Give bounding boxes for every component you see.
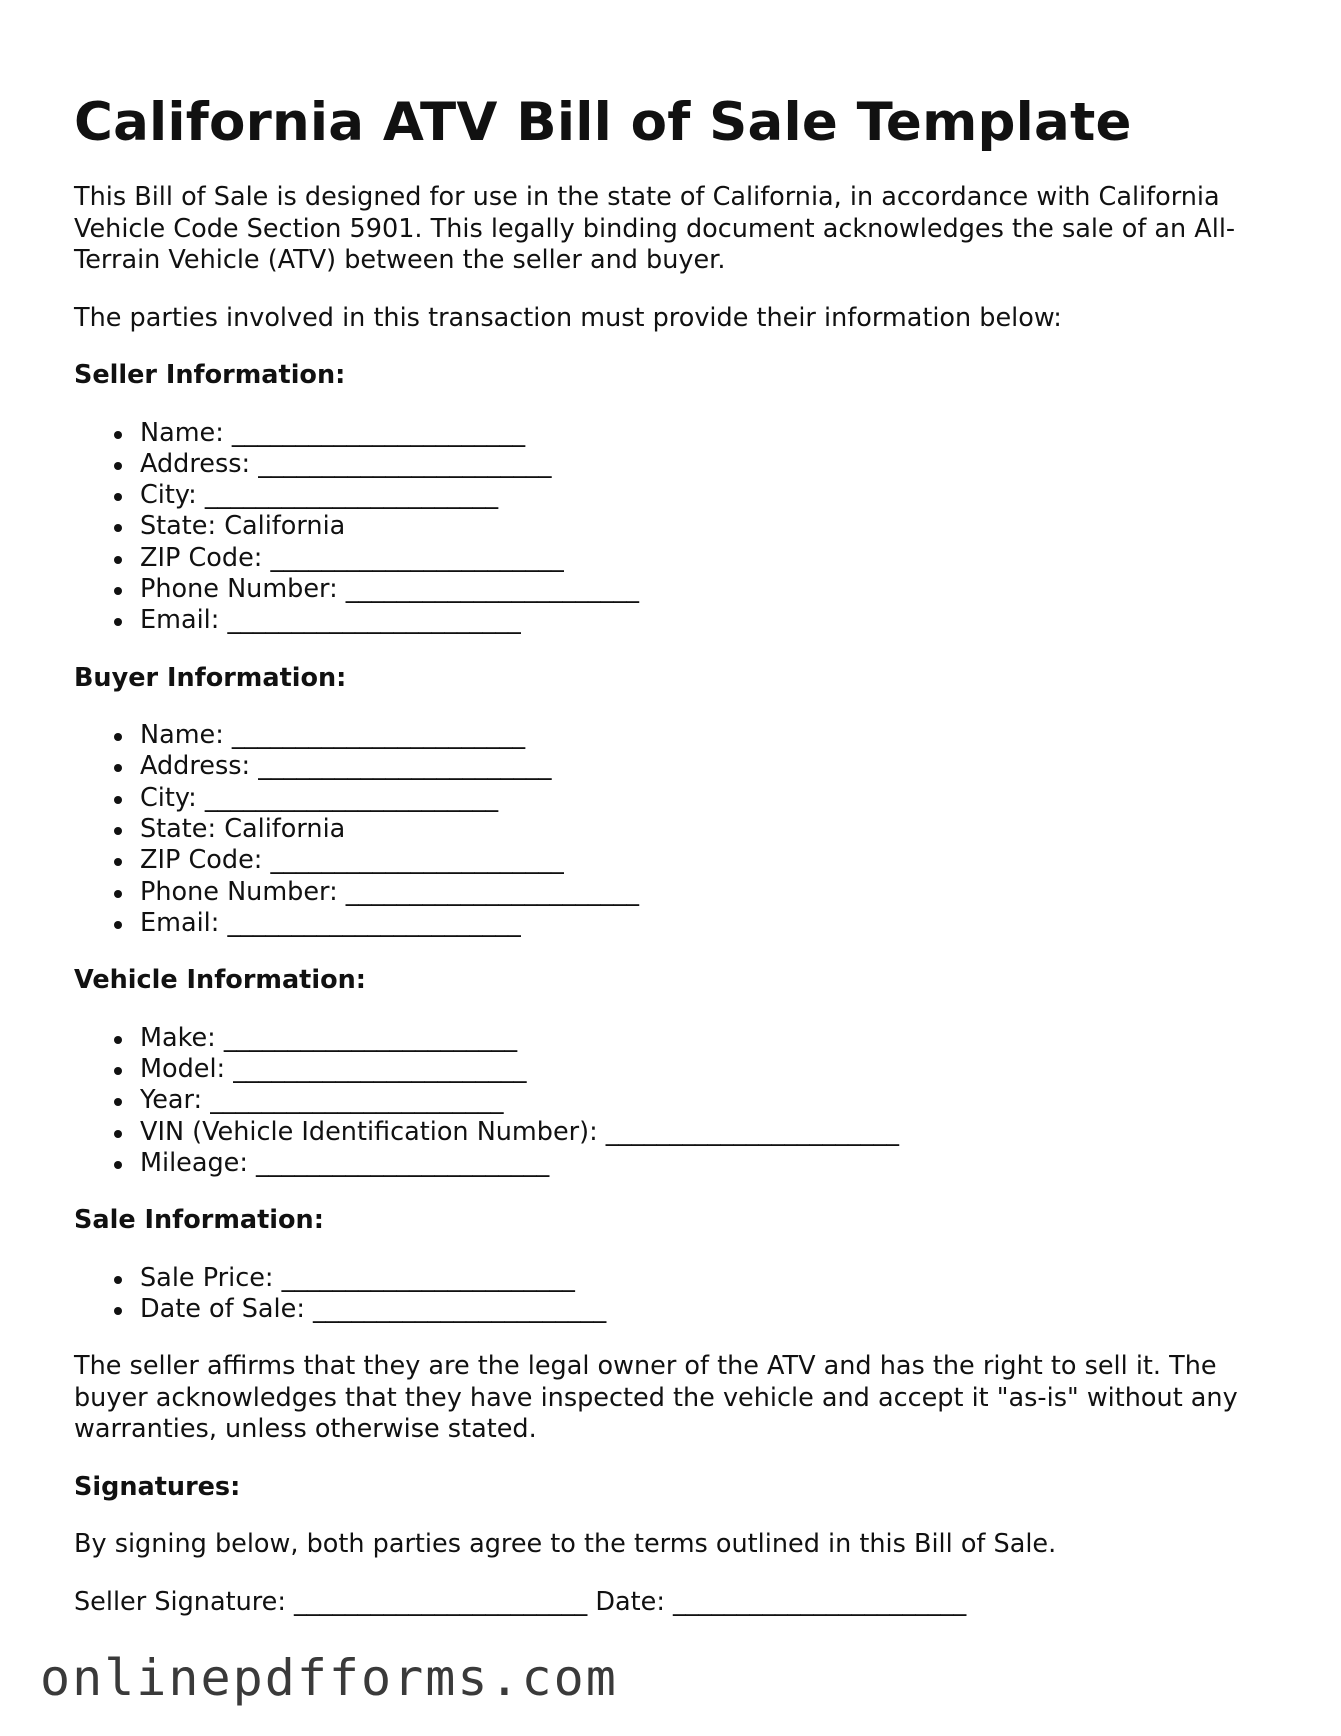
- sale-fields-list: [74, 1263, 1274, 1326]
- seller-heading: Seller Information:: [74, 360, 346, 390]
- vehicle-make-field[interactable]: Make: _______________________: [140, 1023, 1274, 1054]
- buyer-email-field[interactable]: Email: _______________________: [140, 908, 1274, 939]
- buyer-fields-list: [74, 720, 1274, 939]
- sale-heading: Sale Information:: [74, 1205, 324, 1236]
- buyer-city-field[interactable]: City: _______________________: [140, 783, 1274, 814]
- sale-date-field[interactable]: Date of Sale: _______________________: [140, 1294, 1274, 1325]
- intro-paragraph: This Bill of Sale is designed for use in the state of California, in accordance with California Vehicle Code Section 5901. This legally binding document acknowledges the sale of an All-Terrain Vehicle (ATV) between the seller and buyer.: [74, 182, 1236, 275]
- buyer-address-field[interactable]: Address: _______________________: [140, 751, 1274, 782]
- buyer-state-field: State: California: [140, 814, 1274, 845]
- watermark-text: onlinepdfforms.com: [40, 1649, 618, 1707]
- seller-name-field[interactable]: Name: _______________________: [140, 418, 1274, 449]
- vehicle-vin-field[interactable]: VIN (Vehicle Identification Number): _______________________: [140, 1117, 1274, 1148]
- buyer-heading: Buyer Information:: [74, 662, 347, 693]
- signatures-heading: Signatures:: [74, 1471, 241, 1502]
- affirmation-paragraph: The seller affirms that they are the legal owner of the ATV and has the right to sell it. The buyer acknowledges that they have inspected the vehicle and accept it "as-is" without any warranties, unless otherwise stated.: [74, 1351, 1238, 1445]
- vehicle-fields-list: [74, 1023, 1274, 1179]
- seller-signature-line[interactable]: Seller Signature: _______________________ Date: _______________________: [74, 1586, 967, 1617]
- seller-address-field[interactable]: Address: _______________________: [140, 449, 1274, 480]
- vehicle-year-field[interactable]: Year: _______________________: [140, 1085, 1274, 1116]
- signatures-statement: By signing below, both parties agree to the terms outlined in this Bill of Sale.: [74, 1529, 1057, 1560]
- seller-phone-field[interactable]: Phone Number: _______________________: [140, 574, 1274, 605]
- vehicle-model-field[interactable]: Model: _______________________: [140, 1054, 1274, 1085]
- buyer-zip-field[interactable]: ZIP Code: _______________________: [140, 845, 1274, 876]
- vehicle-mileage-field[interactable]: Mileage: _______________________: [140, 1148, 1274, 1179]
- buyer-name-field[interactable]: Name: _______________________: [140, 720, 1274, 751]
- seller-zip-field[interactable]: ZIP Code: _______________________: [140, 543, 1274, 574]
- document-title: California ATV Bill of Sale Template: [74, 92, 1132, 153]
- vehicle-heading: Vehicle Information:: [74, 965, 366, 996]
- buyer-phone-field[interactable]: Phone Number: _______________________: [140, 877, 1274, 908]
- seller-email-field[interactable]: Email: _______________________: [140, 605, 1274, 636]
- seller-city-field[interactable]: City: _______________________: [140, 480, 1274, 511]
- seller-fields-list: [74, 418, 1274, 637]
- parties-instruction: The parties involved in this transaction must provide their information below:: [74, 302, 1062, 333]
- seller-state-field: State: California: [140, 511, 1274, 542]
- sale-price-field[interactable]: Sale Price: _______________________: [140, 1263, 1274, 1294]
- document-page: [74, 90, 1274, 1618]
